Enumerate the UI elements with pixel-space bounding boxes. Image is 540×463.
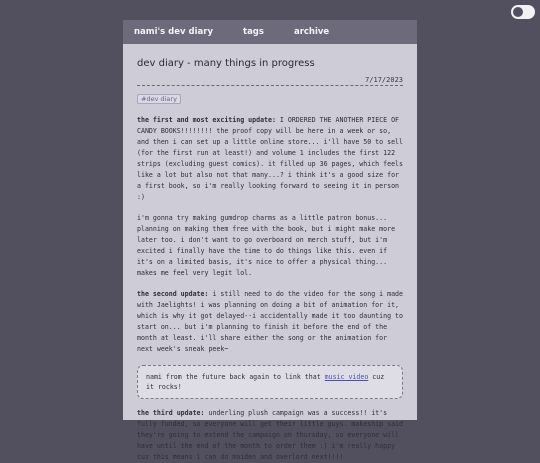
paragraph-text: i still need to do the video for the song i made with Jaelights! i was planning on doing a bit of animation for it, which is why it got delayed--i accidentally made it too daunting to start on... but i'm planning to finish it before the end of the month at least. i'll share either the song or the animation for next week's sneak peek~ [137, 290, 403, 353]
blog-post [123, 44, 417, 463]
post-title: dev diary - many things in progress [137, 58, 315, 69]
paragraph-heading: the third update: [137, 409, 205, 417]
paragraph-text: I ORDERED THE ANOTHER PIECE OF CANDY BOOKS!!!!!!!! the proof copy will be here in a week or so, and then i can set up a little online store... i'll have 50 to sell (for the first run at least!) and volume 1 includes the first 122 strips (excluding guest comics). it filled up 36 pages, which feels like a lot but also not that many...? i think it's a good size for a first book, so i'm really looking forward to seeing it in person :) [137, 116, 403, 201]
top-navigation [123, 20, 417, 44]
theme-toggle-switch[interactable] [511, 5, 535, 19]
paragraph-heading: the second update: [137, 290, 209, 298]
diary-card [123, 20, 417, 461]
nav-link-archive[interactable]: archive [293, 27, 330, 37]
post-paragraph [137, 289, 403, 355]
paragraph-text: i'm gonna try making gumdrop charms as a little patron bonus... planning on making them free with the book, but i might make more later too. i don't want to go overboard on merch stuff, but i'm excited i finally have the time to do things like this. even if it's on a limited basis, it's nice to offer a physical thing... makes me feel very legit lol. [137, 214, 396, 277]
post-tag[interactable]: #dev diary [137, 94, 181, 104]
nav-link-home[interactable]: nami's dev diary [134, 27, 213, 37]
post-paragraph [137, 213, 403, 279]
toggle-switch-icon [513, 7, 523, 17]
paragraph-text: underling plush campaign was a success!! it's fully funded, so everyone will get their little guys. makeship said they're going to extend the campaign on thursday, so everyone will have until the end of the month to order them :) i'm really happy cuz this means i can do maiden and overlord next!!!! [137, 409, 403, 461]
paragraph-heading: the first and most exciting update: [137, 116, 276, 124]
post-paragraph [137, 408, 403, 463]
post-date: 7/17/2023 [365, 76, 403, 84]
note-text-before: nami from the future back again to link that [146, 373, 325, 381]
post-body [137, 115, 403, 463]
music-video-link[interactable]: music video [324, 373, 369, 381]
post-divider [137, 85, 403, 86]
future-note-callout [137, 365, 403, 399]
post-paragraph [137, 115, 403, 203]
note-text-after: cuz it rocks! [146, 373, 385, 391]
nav-link-tags[interactable]: tags [243, 27, 264, 37]
